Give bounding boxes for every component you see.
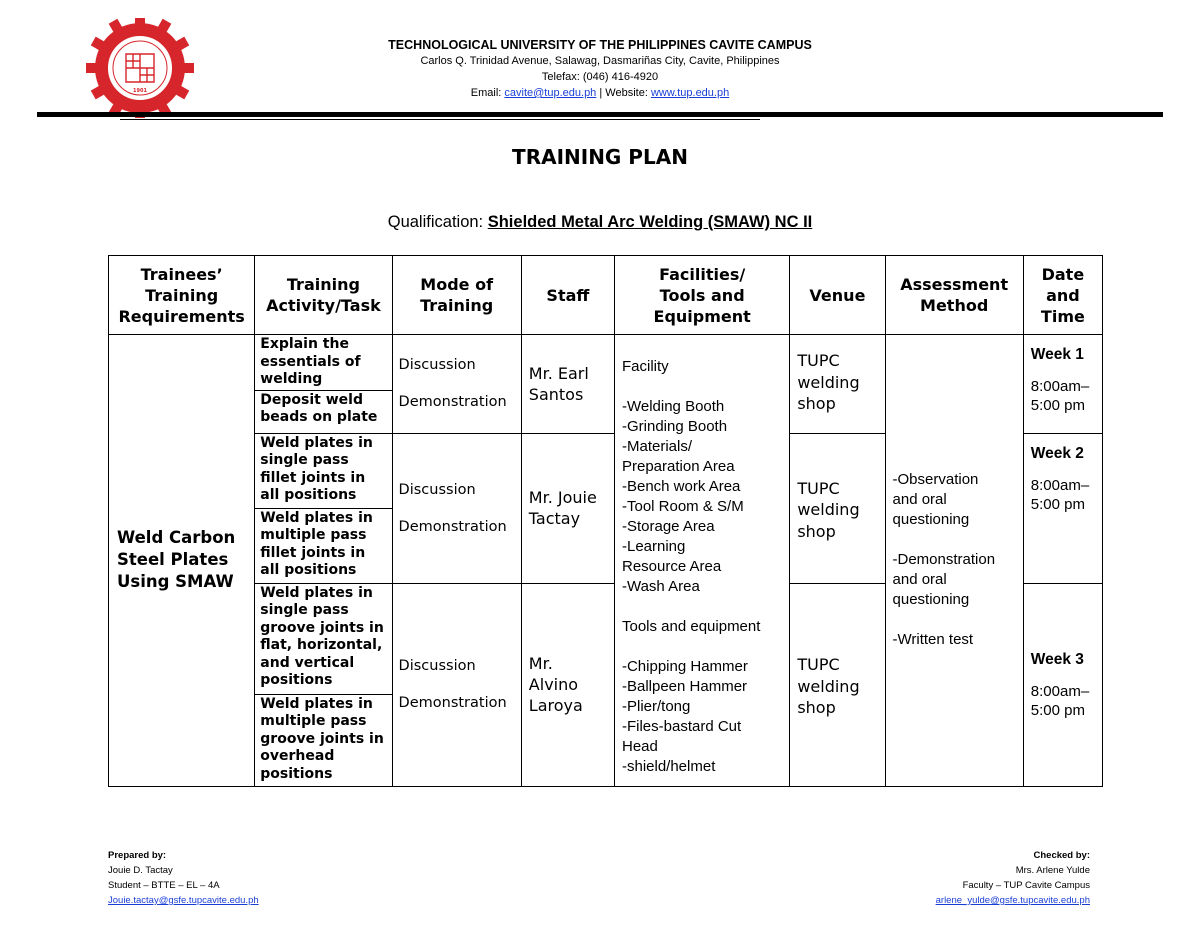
- training-plan-table: [108, 255, 1103, 787]
- prepared-by-label: Prepared by:: [108, 850, 167, 861]
- date-cell: Week 1 8:00am– 5:00 pm: [1023, 335, 1102, 434]
- facilities-cell: Facility -Welding Booth -Grinding Booth -Materials/ Preparation Area -Bench work Area -Tool Room & S/M -Storage Area -Learning Resource Area -Wash Area Tools and equipment -Chipping Hammer -Ballpeen Hammer -Plier/tong -Files-bastard Cut Head -shield/helmet: [614, 335, 789, 787]
- header-facilities: Facilities/ Tools and Equipment: [614, 256, 789, 335]
- task-cell: Weld plates in multiple pass fillet joints in all positions: [255, 508, 392, 583]
- prepared-by-name: Jouie D. Tactay: [108, 865, 173, 876]
- header-requirements: Trainees’ Training Requirements: [109, 256, 255, 335]
- table-header-row: [109, 256, 1103, 335]
- university-address: Carlos Q. Trinidad Avenue, Salawag, Dasmariñas City, Cavite, Philippines: [420, 55, 780, 67]
- checked-by-role: Faculty – TUP Cavite Campus: [962, 880, 1090, 891]
- contact-line: Email: cavite@tup.edu.ph | Website: www.tup.edu.ph: [470, 87, 730, 99]
- venue-cell: TUPC welding shop: [790, 433, 885, 583]
- header-divider-thin: [120, 119, 760, 120]
- task-cell: Explain the essentials of welding: [255, 335, 392, 391]
- date-cell: Week 2 8:00am– 5:00 pm: [1023, 433, 1102, 583]
- venue-cell: TUPC welding shop: [790, 583, 885, 786]
- header-divider: [37, 112, 1163, 117]
- qualification: [0, 213, 1200, 232]
- staff-cell: Mr. Earl Santos: [521, 335, 614, 434]
- assessment-cell: -Observation and oral questioning -Demonstration and oral questioning -Written test: [885, 335, 1023, 787]
- qualification-value: Shielded Metal Arc Welding (SMAW) NC II: [487, 213, 813, 231]
- task-cell: Weld plates in single pass fillet joints in all positions: [255, 433, 392, 508]
- mode-cell: Discussion Demonstration: [392, 583, 521, 786]
- university-name: TECHNOLOGICAL UNIVERSITY OF THE PHILIPPINES CAVITE CAMPUS: [388, 38, 812, 52]
- header-activity: Training Activity/Task: [255, 256, 392, 335]
- date-cell: Week 3 8:00am– 5:00 pm: [1023, 583, 1102, 786]
- checked-by-name: Mrs. Arlene Yulde: [1015, 865, 1090, 876]
- document-title: TRAINING PLAN: [512, 145, 688, 169]
- mode-cell: Discussion Demonstration: [392, 335, 521, 434]
- svg-text:1901: 1901: [133, 88, 147, 94]
- header-mode: Mode of Training: [392, 256, 521, 335]
- checked-by-block: [936, 848, 1090, 908]
- task-cell: Deposit weld beads on plate: [255, 390, 392, 433]
- header-assessment: Assessment Method: [885, 256, 1023, 335]
- checked-by-label: Checked by:: [1033, 850, 1090, 861]
- qualification-label: Qualification:: [387, 213, 488, 231]
- staff-cell: Mr. Alvino Laroya: [521, 583, 614, 786]
- mode-cell: Discussion Demonstration: [392, 433, 521, 583]
- header-staff: Staff: [521, 256, 614, 335]
- table-row: [109, 335, 1103, 391]
- telefax: Telefax: (046) 416-4920: [541, 71, 659, 83]
- university-seal-logo: [80, 18, 200, 118]
- task-cell: Weld plates in multiple pass groove joints in overhead positions: [255, 694, 392, 786]
- venue-cell: TUPC welding shop: [790, 335, 885, 434]
- requirement-cell: Weld Carbon Steel Plates Using SMAW: [109, 335, 255, 787]
- prepared-by-email-link[interactable]: Jouie.tactay@gsfe.tupcavite.edu.ph: [108, 895, 259, 906]
- email-link[interactable]: cavite@tup.edu.ph: [504, 87, 597, 99]
- website-link[interactable]: www.tup.edu.ph: [650, 87, 730, 99]
- checked-by-email-link[interactable]: arlene_yulde@gsfe.tupcavite.edu.ph: [935, 895, 1090, 906]
- staff-cell: Mr. Jouie Tactay: [521, 433, 614, 583]
- letterhead: [300, 37, 900, 101]
- prepared-by-block: [108, 848, 259, 908]
- header-venue: Venue: [790, 256, 885, 335]
- task-cell: Weld plates in single pass groove joints in flat, horizontal, and vertical positions: [255, 583, 392, 694]
- prepared-by-role: Student – BTTE – EL – 4A: [108, 880, 220, 891]
- header-date: Date and Time: [1023, 256, 1102, 335]
